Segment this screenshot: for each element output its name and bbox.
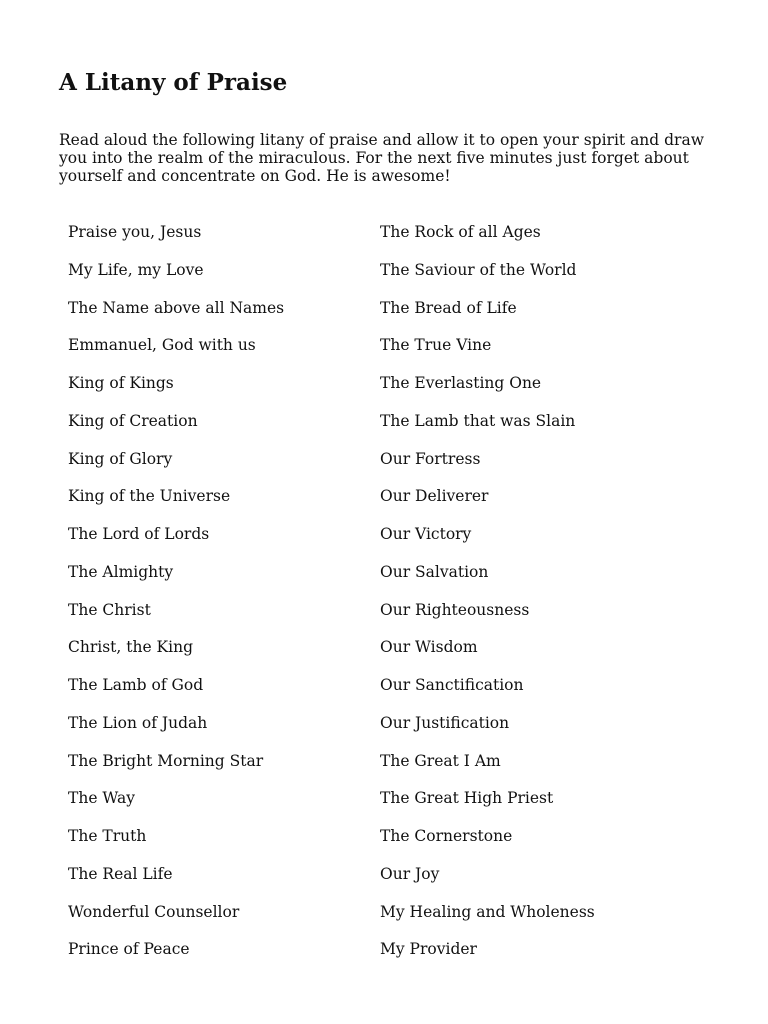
litany-item: Wonderful Counsellor bbox=[68, 902, 240, 921]
litany-item: The Lion of Judah bbox=[68, 713, 208, 732]
litany-item: King of Kings bbox=[68, 374, 174, 392]
litany-item: Prince of Peace bbox=[68, 940, 190, 959]
litany-item: The Great High Priest bbox=[380, 789, 554, 808]
litany-item: The True Vine bbox=[380, 336, 492, 355]
litany-item: The Name above all Names bbox=[68, 298, 285, 317]
litany-right-column bbox=[380, 214, 710, 969]
litany-item: Praise you, Jesus bbox=[68, 223, 202, 241]
litany-item: The Almighty bbox=[68, 562, 174, 581]
litany-item: Our Salvation bbox=[380, 562, 489, 581]
litany-item: The Truth bbox=[68, 827, 147, 845]
litany-item: Our Fortress bbox=[380, 449, 481, 468]
litany-left-column bbox=[68, 214, 380, 969]
litany-item: The Christ bbox=[68, 600, 151, 619]
litany-item: King of Glory bbox=[68, 449, 173, 468]
litany-item: Our Righteousness bbox=[380, 600, 530, 619]
litany-item: King of Creation bbox=[68, 411, 198, 430]
litany-item: Emmanuel, God with us bbox=[68, 336, 256, 355]
litany-item: My Life, my Love bbox=[68, 260, 204, 279]
litany-item: The Cornerstone bbox=[380, 827, 513, 845]
litany-item: The Bright Morning Star bbox=[68, 751, 264, 770]
litany-item: The Real Life bbox=[68, 864, 173, 883]
litany-item: King of the Universe bbox=[68, 487, 231, 506]
litany-item: The Saviour of the World bbox=[380, 260, 577, 279]
litany-item: My Provider bbox=[380, 940, 477, 959]
litany-item: Our Wisdom bbox=[380, 638, 478, 657]
page-title: A Litany of Praise bbox=[59, 69, 288, 96]
litany-item: The Rock of all Ages bbox=[380, 223, 541, 241]
litany-item: The Lamb of God bbox=[68, 676, 204, 694]
litany-item: Our Deliverer bbox=[380, 487, 489, 506]
litany-item: The Great I Am bbox=[380, 751, 501, 770]
litany-item: Our Justification bbox=[380, 713, 510, 732]
litany-item: The Bread of Life bbox=[380, 298, 517, 317]
litany-item: Christ, the King bbox=[68, 638, 193, 657]
litany-item: The Lord of Lords bbox=[68, 525, 210, 543]
litany-item: Our Sanctification bbox=[380, 676, 524, 694]
litany-item: My Healing and Wholeness bbox=[380, 902, 595, 921]
litany-list bbox=[59, 214, 710, 969]
litany-item: Our Joy bbox=[380, 864, 440, 883]
litany-item: The Lamb that was Slain bbox=[380, 411, 576, 430]
intro-paragraph: Read aloud the following litany of praise and allow it to open your spirit and draw you into the realm of the miraculous. For the next five minutes just forget about yourself and concentrate on God. He is awesome! bbox=[59, 131, 704, 185]
litany-item: The Way bbox=[68, 789, 136, 808]
litany-item: Our Victory bbox=[380, 525, 472, 543]
litany-item: The Everlasting One bbox=[380, 374, 542, 392]
